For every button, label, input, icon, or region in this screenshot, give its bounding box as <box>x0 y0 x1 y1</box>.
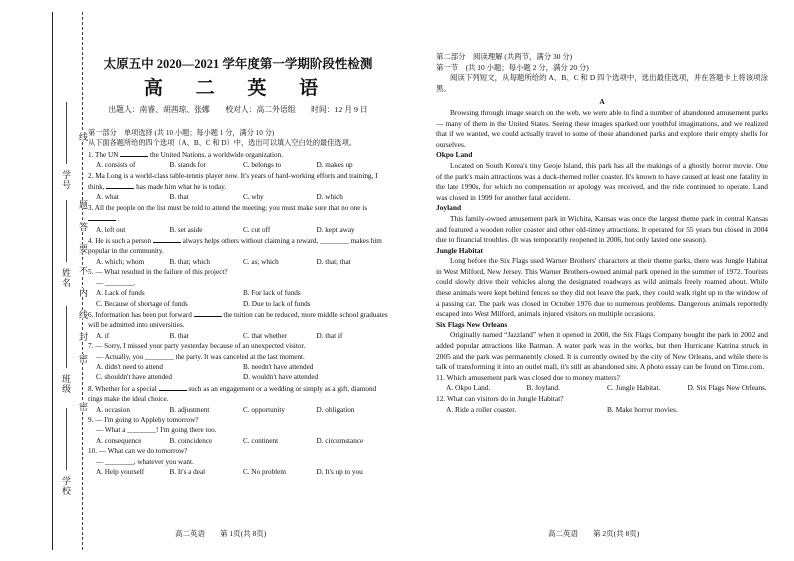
answer-blank <box>159 383 187 391</box>
seal-char: 答 <box>78 222 88 231</box>
exam-title: 太原五中 2020—2021 学年度第一学期阶段性检测 <box>103 57 373 71</box>
question-stem-rest: — What a ________! I'm going there too. <box>96 426 217 435</box>
q11-stem: 11. Which amusement park was closed due to money matters? <box>436 372 620 382</box>
seal-char: 不 <box>78 266 88 275</box>
seal-char: 要 <box>78 244 88 253</box>
option-D: D. which <box>316 193 343 202</box>
seal-char: 密 <box>78 402 88 411</box>
option-A: A. Lack of funds <box>96 289 145 298</box>
option-C: C. belongs to <box>243 161 282 170</box>
question-stem-rest: the tuition can be reduced, more middle school graduates will be admitted into universities. <box>88 310 388 330</box>
options-row <box>88 288 390 309</box>
option-B: B. Joyland. <box>526 383 560 393</box>
answer-blank <box>106 181 134 189</box>
option-A: A. consequence <box>96 436 142 445</box>
margin-fill-line <box>66 306 67 368</box>
park-description: Located on South Korea's tiny Geoje Island, this park has all the makings of a ghostly horror movie. One of the park's main attractions was a duck-themed roller coaster. It's known to have caused at least one fatality in the late 1990s, for which no compensation or apology was received, and the ride continued to operate. Land was closed in 1999 for another fatal accident. <box>436 160 768 202</box>
question-9 <box>88 415 390 436</box>
passage-label: A <box>599 97 605 107</box>
exam-meta: 出题人：南睿、胡茜琼、张娜 校对人：高二外语组 时间：12 月 9 日 <box>108 105 368 114</box>
question-6 <box>88 309 390 331</box>
question-stem: 7. — Sorry, I missed your party yesterday because of an unexpected visitor. <box>88 342 306 351</box>
q12-options <box>436 405 768 416</box>
options-row <box>88 467 390 477</box>
option-B: B. needn't have attended <box>243 362 314 371</box>
options-row <box>88 225 390 235</box>
option-D: D. Due to lack of funds <box>243 299 311 308</box>
option-A: A. Okpo Land. <box>446 383 491 393</box>
options-row <box>88 331 390 341</box>
question-stem-rest: . <box>117 215 120 224</box>
subject-title: 高 二 英 语 <box>143 78 333 99</box>
option-A: A. Ride a roller coaster. <box>446 404 517 414</box>
park-description: Originally named “Jazzland” when it opened in 2000, the Six Flags Company bought the park in 2002 and added popular attractions like Batman. A water park was in the works, but then Hurricane Katrina struck in 2005 and the park was permanently closed. It is currently owned by the city of New Orleans, and while there is talk of transforming it into an outlet mall, it's still an abandoned site. A photo essay can be found on Time.com. <box>436 330 768 372</box>
part1-section <box>88 128 390 477</box>
question-stem: 1. The UN <box>88 150 119 159</box>
option-D: D. that; that <box>316 257 351 266</box>
answer-blank <box>120 149 148 157</box>
option-A: A. occasion <box>96 405 130 414</box>
question-stem-rest: — ________, whatever you want. <box>96 457 194 466</box>
option-B: B. For lack of funds <box>243 289 301 298</box>
option-A: A. which; whom <box>96 257 145 266</box>
option-D: D. Six Flags New Orleans. <box>687 383 767 393</box>
options-row <box>88 160 390 170</box>
option-D: D. that if <box>316 331 343 340</box>
option-D: D. kept away <box>316 225 355 234</box>
option-C: C. as; which <box>243 257 279 266</box>
part2-heading: 第二部分 阅读理解 (共两节，满分 30 分) <box>436 52 573 61</box>
question-stem-rest: the United Nations, a worldwide organization. <box>150 150 284 159</box>
margin-label-0: 学号 <box>61 170 71 190</box>
option-D: D. circumstance <box>316 436 364 445</box>
option-D: D. makes up <box>316 161 353 170</box>
question-1 <box>88 149 390 160</box>
option-C: C. shouldn't have attended <box>96 373 172 382</box>
part1-heading: 第一部分 单项选择 (共 10 小题；每小题 1 分，满分 10 分) <box>88 129 275 137</box>
seal-dashed-line <box>82 12 83 550</box>
option-C: C. why <box>243 193 264 202</box>
seal-char: 内 <box>78 288 88 297</box>
part2-section-heading: 第一节 (共 10 小题；每小题 2 分，满分 20 分) <box>436 62 589 72</box>
option-B: B. that <box>169 193 189 202</box>
seal-char: 线 <box>78 132 88 141</box>
margin-border-line <box>52 12 53 550</box>
option-B: B. stands for <box>169 161 207 170</box>
options-row <box>88 405 390 415</box>
options-row <box>88 257 390 267</box>
option-C: C. continent <box>243 436 279 445</box>
margin-fill-line <box>66 102 67 164</box>
park-heading: Jungle Habitat <box>436 245 484 255</box>
seal-char: 线 <box>78 310 88 319</box>
answer-blank <box>88 213 116 221</box>
question-10 <box>88 446 390 467</box>
option-B: B. set aside <box>169 225 203 234</box>
margin-label-2: 班级 <box>61 374 71 394</box>
question-5 <box>88 267 390 288</box>
question-8 <box>88 383 390 405</box>
question-stem: 9. — I'm going to Applehy tomorrow? <box>88 415 199 424</box>
option-A: A. Help yourself <box>96 468 145 476</box>
option-D: D. It's up to you <box>316 468 363 476</box>
option-A: A. didn't need to attend <box>96 362 163 371</box>
question-stem-rest: such as an engagement or a wedding or simply as a gift, diamond rings make the ideal choice. <box>88 384 377 404</box>
option-A: A. what <box>96 193 119 202</box>
option-B: B. that <box>169 331 189 340</box>
park-description: Long before the Six Flags used Warner Brothers' characters at their theme parks, there was Jungle Habitat in West Milford, New Jersey. This Warner Brothers-owned animal park opened in the summer of 1972. Tourists could slowly drive their vehicles along the designated roadways as wild animals freely roamed about. While these animals were kept behind fences so they did not leave the park, they could walk right up to the window of a passing car. The park was closed in October 1976 due to numerous problems. Dangerous animals reportedly escaped into West Milford, animals injured visitors on multiple occasions. <box>436 256 768 319</box>
page-footer-left: 高二英语 第 1页(共 8页) <box>175 529 267 538</box>
question-7 <box>88 341 390 362</box>
option-B: B. that; which <box>169 257 211 266</box>
question-stem-rest: — Actually, you ________ the party. It was canceled at the last moment. <box>96 352 305 361</box>
park-description: This family-owned amusement park in Wichita, Kansas was once the largest theme park in central Kansas and featured a wooden roller coaster and other old-timey attractions. It operated for 55 years but closed in 2004 due to financial troubles. (It was temporarily reopened in 2006, but only lasted one season). <box>436 213 768 245</box>
option-B: B. Make horror movies. <box>607 404 678 414</box>
q12-stem: 12. What can visitors do in Jungle Habitat? <box>436 394 564 403</box>
question-stem-rest: always helps others without claiming a reward, ________ makes him popular in the community. <box>88 237 382 256</box>
option-C: C. that whether <box>243 331 288 340</box>
answer-blank <box>153 235 181 243</box>
options-row <box>88 192 390 202</box>
question-3 <box>88 203 390 225</box>
park-heading: Six Flags New Orleans <box>436 319 508 329</box>
question-stem: 5. — What resulted in the failure of this project? <box>88 268 228 277</box>
option-A: A. if <box>96 331 110 340</box>
question-stem: 6. Information has been put forward <box>88 310 192 319</box>
part2-section <box>436 52 768 415</box>
option-C: C. Because of shortage of funds <box>96 299 188 308</box>
q11-options <box>436 383 768 394</box>
option-A: A. consists of <box>96 161 136 170</box>
part1-instruction: 从下面各题所给的四个选项（A、B、C 和 D）中，选出可以填入空白处的最佳选项。 <box>88 139 356 148</box>
question-4 <box>88 235 390 257</box>
seal-char: 密 <box>78 354 88 363</box>
answer-blank <box>194 309 222 317</box>
seal-char: 题 <box>78 200 88 209</box>
option-C: C. opportunity <box>243 405 285 414</box>
options-row <box>88 362 390 383</box>
passage-intro: Browsing through image search on the web, we were able to find a number of abandoned amusement parks — many of them in the United States. Seeing these images sparked our youthful imaginations, and we realized that if we wanted, we could actually travel to some of these abandoned parks and explore their empty shells for ourselves. <box>436 107 768 149</box>
question-stem: 3. All the people on the list must be told to attend the meeting; you must make sure that no one is <box>88 203 368 212</box>
margin-label-1: 姓名 <box>61 268 71 288</box>
margin-fill-line <box>66 200 67 262</box>
option-D: D. obligation <box>316 405 355 414</box>
question-2 <box>88 171 390 193</box>
park-heading: Joyland <box>436 203 462 213</box>
page-footer-right: 高二英语 第 2页(共 8页) <box>548 529 640 538</box>
option-C: C. No problem <box>243 468 286 476</box>
option-B: B. It's a deal <box>169 468 206 476</box>
option-B: B. adjustment <box>169 405 210 414</box>
margin-label-3: 学校 <box>61 476 71 496</box>
question-stem: 2. Ma Long is a world-class table-tennis player now. It's years of hard-working efforts and training, I think, <box>88 171 378 192</box>
option-C: C. cut off <box>243 225 271 234</box>
question-stem-rest: has made him what he is today. <box>136 183 227 192</box>
option-D: D. wouldn't have attended <box>243 373 319 382</box>
question-stem-rest: — ________. <box>96 278 136 287</box>
option-B: B. coincidence <box>169 436 213 445</box>
seal-char: 封 <box>78 332 88 341</box>
option-A: A. left out <box>96 225 126 234</box>
question-stem: 4. He is such a person <box>88 237 152 246</box>
question-stem: 8. Whether for a special <box>88 384 157 393</box>
margin-fill-line <box>66 408 67 470</box>
park-heading: Okpo Land <box>436 150 473 160</box>
option-C: C. Jungle Habitat. <box>607 383 661 393</box>
options-row <box>88 436 390 446</box>
question-stem: 10. — What can we do tomorrow? <box>88 447 188 456</box>
part2-instruction: 阅读下列短文，从每题所给的 A、B、C 和 D 四个选项中，选出最佳选项，并在答题卡上将该项涂黑。 <box>436 73 768 93</box>
